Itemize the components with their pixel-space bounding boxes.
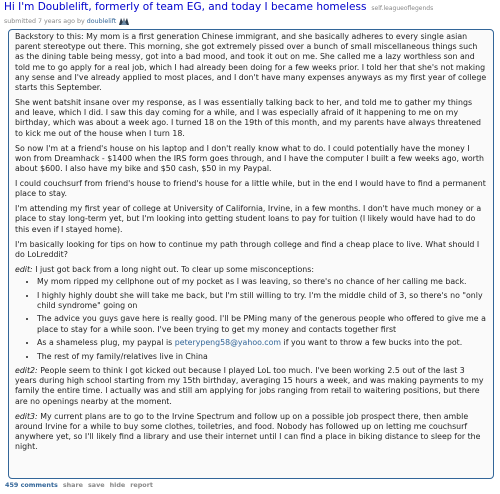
edit2-label: edit2: xyxy=(15,366,38,376)
paypal-prefix: As a shameless plug, my paypal is xyxy=(37,338,175,348)
edit3-text: My current plans are to go to the Irvine Spectrum and follow up on a possible job prospect there, then amble around Irvine for a while to buy some clothes, toiletries, and food. Nobody has followed up on letting me couchsurf anywhere yet, so I'll likely find a library and use their internet until I can find a place in biking distance to sleep for the night. xyxy=(15,411,481,452)
list-item xyxy=(37,338,488,348)
team-flair-icon xyxy=(118,17,130,26)
post-title[interactable]: Hi I'm Doublelift, formerly of team EG, and today I became homeless xyxy=(4,1,367,13)
edit3-label: edit3: xyxy=(15,411,38,421)
paragraph-reaction: She went batshit insane over my response, as I was essentially talking back to her, and told me to gather my things and leave, which I did. I saw this day coming for a while, and I was especially afraid of it happening to me on my birthday, which was about a week ago. I turned 18 on the 19th of this month, and my parents have always threatened to kick me out of the house when I turn 18. xyxy=(15,98,481,138)
save-button[interactable]: save xyxy=(87,481,105,489)
edit2-paragraph xyxy=(15,366,488,407)
edit1-label: edit: xyxy=(15,264,33,274)
list-item: • The rest of my family/relatives live in China xyxy=(37,352,488,362)
author-link[interactable]: doublelift xyxy=(86,17,117,25)
edit1-list xyxy=(15,277,488,362)
post-buttons xyxy=(4,481,500,489)
title-row xyxy=(4,1,500,16)
paragraph-situation: So now I'm at a friend's house on his laptop and I don't really know what to do. I could potentially have the money I won from Dreamhack - $1400 when the IRS form goes through, and I have the computer I built a few weeks ago, worth about $600. I also have my bike and $50 cash, $50 in my Paypal. xyxy=(15,143,484,174)
list-item: • My mom ripped my cellphone out of my pocket as I was leaving, so there's no chance of her calling me back. xyxy=(37,277,488,287)
edit1-text: I just got back from a long night out. To clear up some misconceptions: xyxy=(32,264,315,274)
hide-button[interactable]: hide xyxy=(109,481,126,489)
list-item: • I highly highly doubt she will take me back, but I'm still willing to try. I'm the middle child of 3, so there's no "only child syndrome" going on xyxy=(37,291,488,311)
paragraph-couchsurf: I could couchsurf from friend's house to friend's house for a little while, but in the end I would have to find a permanent place to stay. xyxy=(15,179,486,199)
share-button[interactable]: share xyxy=(62,481,83,489)
post-body xyxy=(8,29,494,479)
edit1-paragraph xyxy=(15,265,488,275)
edit3-paragraph xyxy=(15,412,488,453)
paypal-email-link[interactable]: peterypeng58@yahoo.com xyxy=(174,338,282,348)
submitted-text: submitted 7 years ago by xyxy=(4,17,85,25)
comments-button[interactable]: 459 comments xyxy=(5,481,58,489)
paragraph-college: I'm attending my first year of college at University of California, Irvine, in a few months. I don't have much money or a place to stay long-term yet, but I'm looking into getting student loans to pay for tuition (I likely would have had to do this even if I stayed home). xyxy=(15,204,482,234)
paragraph-question: I'm basically looking for tips on how to continue my path through college and find a cheap place to live. What should I do LoLreddit? xyxy=(15,239,480,259)
report-button[interactable]: report xyxy=(130,481,153,489)
edit2-text: People seem to think I got kicked out because I played LoL too much. I've been working 2.5 out of the last 3 years during high school starting from my 15th birthday, averaging 15 hours a week, and was making payments to my family the entire time. I actually was and still am applying for jobs ranging from retail to waitering positions, but there are no openings nearby at the moment. xyxy=(15,366,484,406)
paragraph-backstory: Backstory to this: My mom is a first generation Chinese immigrant, and she basically adheres to every single asian parent stereotype out there. This morning, she got extremely pissed over a bunch of small miscellaneous things such as the dining table being messy, got into a bad mood, and took it out on me. She called me a lazy worthless son and told me to go apply for a real job, which I had already been doing for a few weeks prior. I told her that she's not making any sense and I've already applied to most places, and I don't have many expenses anyways as my first year of college starts this September. xyxy=(15,32,487,93)
tagline xyxy=(4,16,500,26)
list-item: • The advice you guys gave here is really good. I'll be PMing many of the generous people who offered to give me a place to stay for a while soon. I've been trying to get my money and contacts together first xyxy=(37,314,488,334)
post-domain[interactable]: self.leagueoflegends xyxy=(371,5,434,12)
paypal-suffix: if you want to throw a few bucks into the pot. xyxy=(281,338,463,348)
